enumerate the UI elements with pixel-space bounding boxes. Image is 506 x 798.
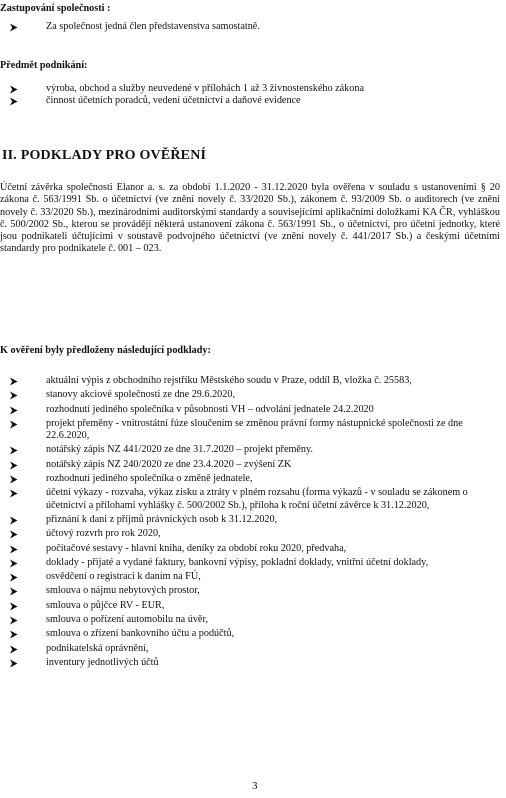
right-arrowhead-icon [9, 459, 21, 470]
right-arrowhead-icon [9, 418, 21, 429]
right-arrowhead-icon [9, 628, 21, 639]
right-arrowhead-icon [9, 514, 21, 525]
right-arrowhead-icon [9, 473, 21, 484]
right-arrowhead-icon [9, 21, 21, 32]
list-item-text: počítačové sestavy - hlavní kniha, deníky za období roku 2020, předvaha, [46, 542, 347, 554]
list-item-text: smlouva o půjčce RV - EUR, [46, 599, 165, 611]
documents-heading: K ověření byly předloženy následující podklady: [0, 345, 211, 356]
right-arrowhead-icon [9, 83, 21, 94]
list-item-text: inventury jednotlivých účtů [46, 656, 159, 668]
right-arrowhead-icon [9, 585, 21, 596]
list-item-text: přiznání k dani z příjmů právnických osob k 31.12.2020, [46, 513, 278, 525]
list-item-text: účtový rozvrh pro rok 2020, [46, 528, 161, 540]
audit-basis-paragraph: Účetní závěrka společnosti Elanor a. s. za období 1.1.2020 - 31.12.2020 byla ověřena v souladu s ustanoveními § 20 zákona č. 563/1991 Sb. o účetnictví (ve znění novely č. 33/2020 Sb.), zákonem č. 93/2009 Sb. o auditorech (ve znění novely č. 33/2020 Sb.), mezinárodními auditorskými standardy a souvisejícími aplikačními doložkami KA ČR, vyhláškou č. 500/2002 Sb., kterou se provádějí některá ustanovení zákona č. 563/1991 Sb., o účetnictví, pro účetní jednotky, které jsou podnikateli účtujícími v soustavě podvojného účetnictví (ve znění novely č. 441/2017 Sb.) a českými účetními standardy pro podnikatele č. 001 – 023. [0, 182, 500, 255]
list-item [9, 657, 501, 669]
list-item-text: účetní výkazy - rozvaha, výkaz zisku a ztráty v plném rozsahu (forma výkazů - v souladu se zákonem o účetnictví a přílohami vyhlášky č. 500/2002 Sb.), příloha k roční účetní závěrce k 31.12.2020, [46, 487, 468, 511]
business-scope-list [9, 83, 499, 108]
list-item [9, 571, 501, 583]
list-item-text: notářský zápis NZ 240/2020 ze dne 23.4.2020 – zvýšení ZK [46, 458, 292, 470]
right-arrowhead-icon [9, 389, 21, 400]
right-arrowhead-icon [9, 444, 21, 455]
right-arrowhead-icon [9, 657, 21, 668]
list-item [9, 404, 501, 416]
list-item [9, 600, 501, 612]
right-arrowhead-icon [9, 600, 21, 611]
right-arrowhead-icon [9, 571, 21, 582]
list-item [9, 375, 501, 387]
list-item-text: stanovy akciové společnosti ze dne 29.6.2020, [46, 389, 235, 401]
list-item [9, 459, 501, 471]
list-item [9, 643, 501, 655]
page-number: 3 [252, 780, 258, 792]
right-arrowhead-icon [9, 95, 21, 106]
list-item [9, 543, 501, 555]
business-scope-heading: Předmět podnikání: [0, 60, 88, 71]
right-arrowhead-icon [9, 557, 21, 568]
list-item-text: projekt přeměny - vnitrostátní fúze sloučením se změnou právní formy nástupnické společnosti ze dne 22.6.2020, [46, 417, 463, 442]
list-item [9, 628, 501, 640]
list-item [9, 528, 501, 540]
list-item-text: výroba, obchod a služby neuvedené v přílohách 1 až 3 živnostenského zákona [46, 83, 364, 94]
list-item-text: osvědčení o registraci k daním na FÚ, [46, 571, 201, 583]
representation-list [9, 21, 499, 33]
list-item [9, 95, 499, 107]
right-arrowhead-icon [9, 487, 21, 498]
list-item-text: smlouva o pořízení automobilu na úvěr, [46, 614, 208, 626]
list-item [9, 557, 501, 569]
list-item [9, 444, 501, 456]
list-item [9, 83, 499, 95]
list-item [9, 21, 499, 33]
list-item [9, 418, 501, 443]
list-item-text: činnost účetních poradců, vedení účetnictví a daňové evidence [46, 95, 301, 107]
list-item [9, 614, 501, 626]
list-item-text: notářský zápis NZ 441/2020 ze dne 31.7.2020 – projekt přeměny. [46, 444, 313, 456]
right-arrowhead-icon [9, 643, 21, 654]
list-item-text: smlouva o nájmu nebytových prostor, [46, 585, 200, 597]
right-arrowhead-icon [9, 543, 21, 554]
representation-heading: Zastupování společnosti : [0, 3, 111, 14]
list-item [9, 514, 501, 526]
list-item [9, 389, 501, 401]
list-item-text: doklady - přijaté a vydané faktury, bankovní výpisy, pokladní doklady, vnitřní účetní doklady, [46, 556, 429, 568]
right-arrowhead-icon [9, 404, 21, 415]
list-item-text: podnikatelská oprávnění, [46, 642, 149, 654]
list-item-text: rozhodnutí jediného společníka o změně jednatele, [46, 473, 253, 485]
section-title: II. PODKLADY PRO OVĚŘENÍ [2, 148, 207, 163]
list-item [9, 487, 501, 512]
list-item-text: aktuální výpis z obchodního rejstříku Městského soudu v Praze, oddíl B, vložka č. 25583, [46, 375, 412, 386]
documents-list [9, 375, 501, 671]
list-item-text: Za společnost jedná člen představenstva samostatně. [46, 21, 260, 32]
right-arrowhead-icon [9, 375, 21, 386]
list-item [9, 473, 501, 485]
list-item [9, 585, 501, 597]
list-item-text: smlouva o zřízení bankovního účtu a podúčtů, [46, 628, 235, 640]
right-arrowhead-icon [9, 614, 21, 625]
right-arrowhead-icon [9, 528, 21, 539]
list-item-text: rozhodnutí jediného společníka v působnosti VH – odvolání jednatele 24.2.2020 [46, 403, 374, 415]
